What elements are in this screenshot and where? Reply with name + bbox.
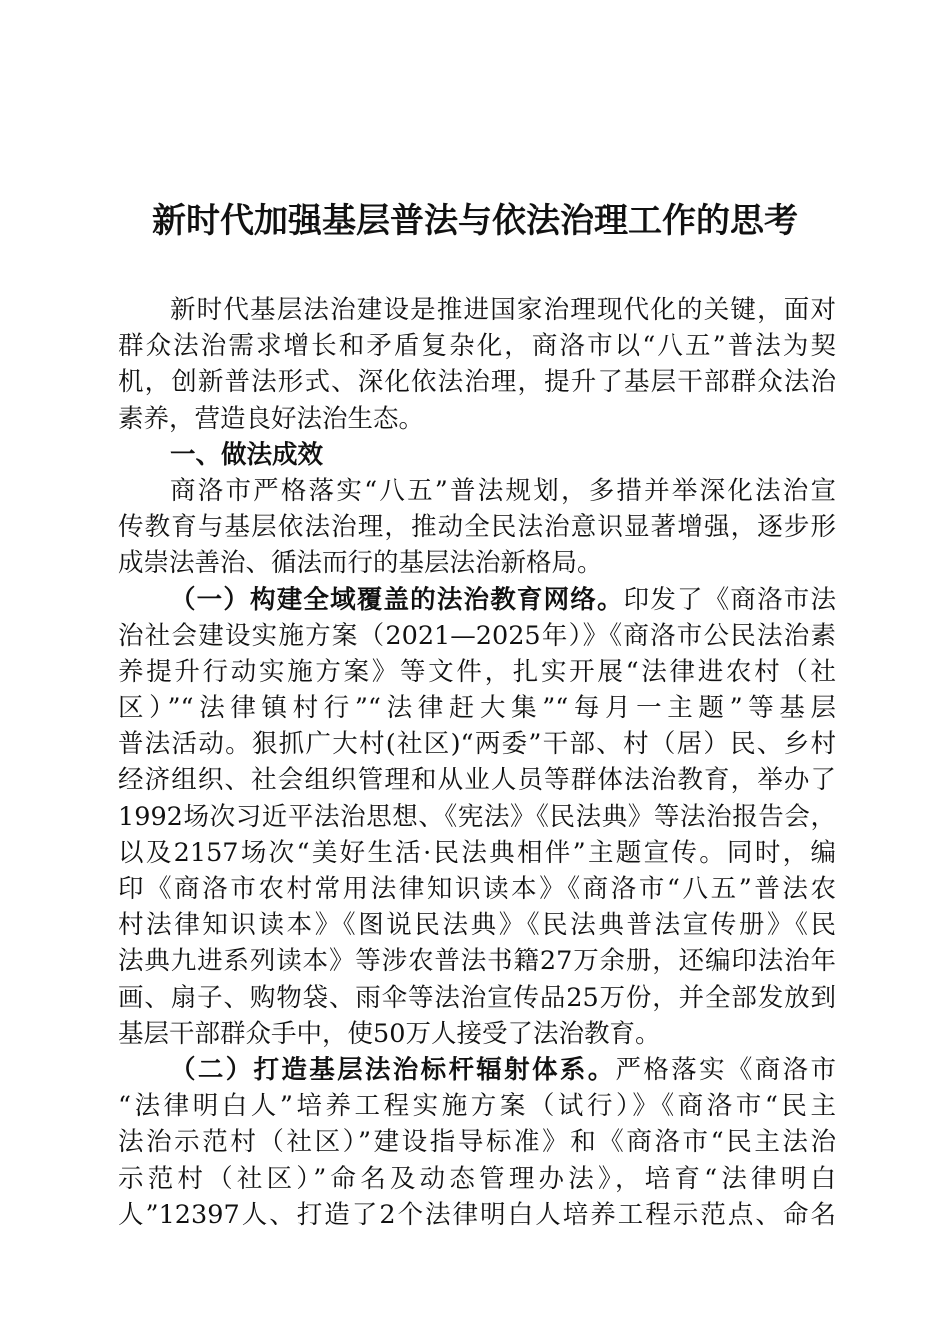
paragraph-line: 素养，营造良好法治生态。 <box>118 403 425 434</box>
paragraph-line <box>118 582 836 618</box>
paragraph-line: 群众法治需求增长和矛盾复杂化，商洛市以“八五”普法为契 <box>118 331 836 362</box>
paragraph-line: 商洛市严格落实“八五”普法规划，多措并举深化法治宣 <box>170 475 836 506</box>
paragraph-line: 成崇法善治、循法而行的基层法治新格局。 <box>118 548 603 579</box>
paragraph-line: 区）”“法律镇村行”“法律赶大集”“每月一主题”等基层 <box>118 693 836 724</box>
paragraph-line: 以及2157场次“美好生活·民法典相伴”主题宣传。同时，编 <box>118 837 836 868</box>
paragraph-line: 1992场次习近平法治思想、《宪法》《民法典》等法治报告会， <box>118 801 836 832</box>
paragraph-line: 新时代基层法治建设是推进国家治理现代化的关键，面对 <box>170 295 836 325</box>
paragraph-text: 印发了《商洛市法 <box>623 584 836 615</box>
paragraph-line: 传教育与基层依法治理，推动全民法治意识显著增强，逐步形 <box>118 512 836 543</box>
paragraph-line: 基层干部群众手中，使50万人接受了法治教育。 <box>118 1018 661 1049</box>
paragraph-line: 机，创新普法形式、深化依法治理，提升了基层干部群众法治 <box>118 367 836 398</box>
paragraph-line: 法典九进系列读本》等涉农普法书籍27万余册，还编印法治年 <box>118 946 836 977</box>
paragraph-line: “法律明白人”培养工程实施方案（试行）》《商洛市“民主 <box>118 1091 836 1122</box>
paragraph-line: 印《商洛市农村常用法律知识读本》《商洛市“八五”普法农 <box>118 874 836 904</box>
paragraph-line <box>118 1052 836 1088</box>
paragraph-line: 法治示范村（社区）”建设指导标准》和《商洛市“民主法治 <box>118 1127 836 1158</box>
subsection-heading: （一）构建全域覆盖的法治教育网络。 <box>170 584 624 615</box>
paragraph-line: 画、扇子、购物袋、雨伞等法治宣传品25万份，并全部发放到 <box>118 982 836 1013</box>
paragraph-line: 治社会建设实施方案（2021—2025年）》《商洛市公民法治素 <box>118 620 836 651</box>
paragraph-line: 村法律知识读本》《图说民法典》《民法典普法宣传册》《民 <box>118 910 836 941</box>
paragraph-line: 养提升行动实施方案》等文件，扎实开展“法律进农村（社 <box>118 656 836 687</box>
document-body <box>118 292 836 1233</box>
paragraph-line: 普法活动。狠抓广大村(社区)“两委”干部、村（居）民、乡村 <box>118 729 836 760</box>
paragraph-text: 严格落实《商洛市 <box>615 1054 836 1085</box>
paragraph-line: 经济组织、社会组织管理和从业人员等群体法治教育，举办了 <box>118 765 836 796</box>
document-title: 新时代加强基层普法与依法治理工作的思考 <box>152 201 798 241</box>
subsection-heading: （二）打造基层法治标杆辐射体系。 <box>170 1054 616 1085</box>
paragraph-line: 人”12397人、打造了2个法律明白人培养工程示范点、命名 <box>118 1199 836 1230</box>
paragraph-line: 示范村（社区）”命名及动态管理办法》，培育“法律明白 <box>118 1163 836 1194</box>
section-heading: 一、做法成效 <box>170 439 324 470</box>
